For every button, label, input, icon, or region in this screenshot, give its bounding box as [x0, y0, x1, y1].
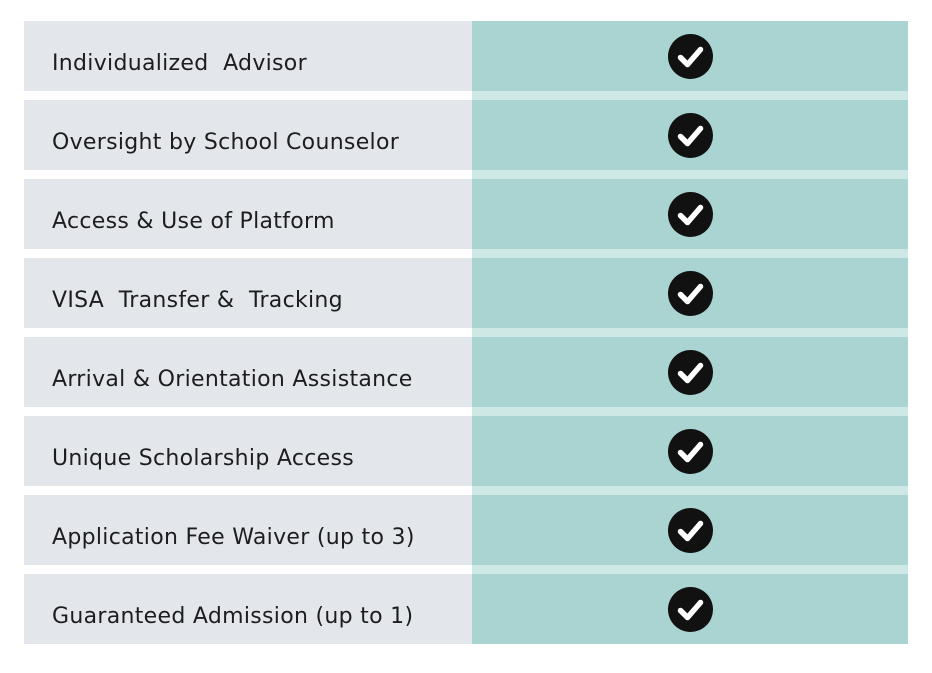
- included-cell: [472, 574, 908, 644]
- feature-label-cell: [24, 21, 472, 91]
- included-cell: [472, 337, 908, 407]
- check-circle-icon: [668, 429, 713, 474]
- included-cell: [472, 416, 908, 486]
- feature-label: Guaranteed Admission (up to 1): [52, 603, 414, 629]
- feature-label: Arrival & Orientation Assistance: [52, 366, 413, 392]
- included-cell: [472, 258, 908, 328]
- feature-label: VISA Transfer & Tracking: [52, 287, 343, 313]
- included-cell: [472, 100, 908, 170]
- feature-label-cell: [24, 100, 472, 170]
- check-circle-icon: [668, 192, 713, 237]
- included-cell: [472, 21, 908, 91]
- feature-label-cell: [24, 258, 472, 328]
- check-circle-icon: [668, 508, 713, 553]
- feature-label: Individualized Advisor: [52, 50, 307, 76]
- feature-label-cell: [24, 416, 472, 486]
- check-circle-icon: [668, 271, 713, 316]
- feature-label-cell: [24, 574, 472, 644]
- feature-label: Access & Use of Platform: [52, 208, 335, 234]
- feature-label-cell: [24, 179, 472, 249]
- feature-label: Unique Scholarship Access: [52, 445, 354, 471]
- check-circle-icon: [668, 34, 713, 79]
- check-circle-icon: [668, 587, 713, 632]
- included-cell: [472, 495, 908, 565]
- included-cell: [472, 179, 908, 249]
- feature-label: Oversight by School Counselor: [52, 129, 400, 155]
- feature-label: Application Fee Waiver (up to 3): [52, 524, 415, 550]
- comparison-table: [24, 21, 908, 644]
- check-circle-icon: [668, 350, 713, 395]
- feature-label-cell: [24, 495, 472, 565]
- check-circle-icon: [668, 113, 713, 158]
- feature-label-cell: [24, 337, 472, 407]
